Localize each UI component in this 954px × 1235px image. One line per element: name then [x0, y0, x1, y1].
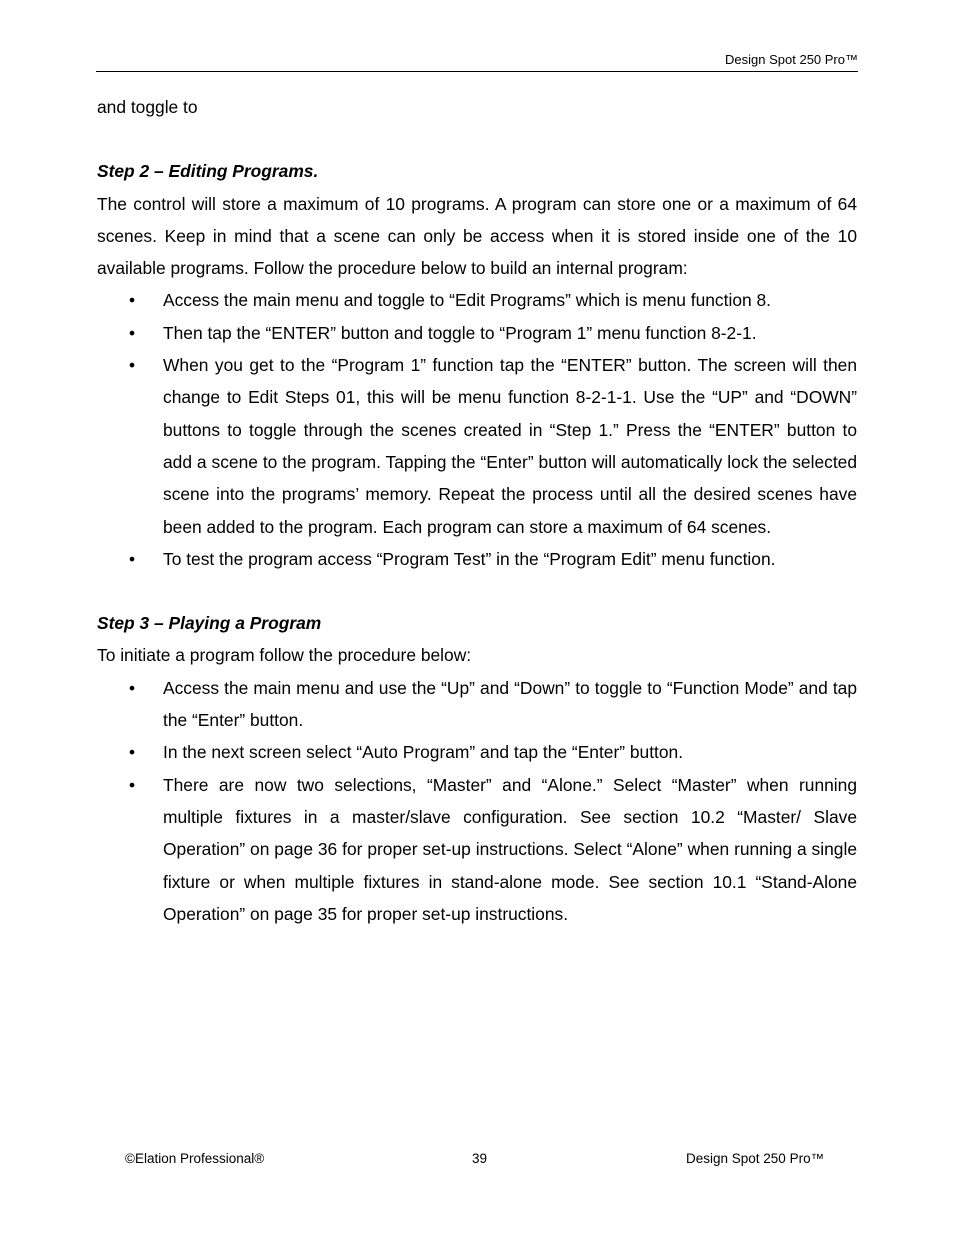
running-header: Design Spot 250 Pro™: [725, 52, 858, 67]
list-item: [97, 284, 857, 316]
footer-page-number: 39: [472, 1151, 488, 1166]
bullet-icon: •: [129, 322, 136, 343]
page-content: [97, 91, 857, 930]
bullet-icon: •: [129, 774, 136, 795]
list-item-text: Then tap the “ENTER” button and toggle to “Program 1” menu function 8-2-1.: [163, 322, 757, 343]
section-spacer: [97, 575, 857, 607]
step2-heading: Step 2 – Editing Programs.: [97, 161, 319, 182]
bullet-icon: •: [129, 677, 136, 698]
step3-paragraph: To initiate a program follow the procedure below:: [97, 645, 472, 666]
step3-bullet-list: [97, 672, 857, 930]
list-item-text: To test the program access “Program Test” in the “Program Edit” menu function.: [163, 548, 776, 569]
bullet-icon: •: [129, 290, 136, 311]
bullet-icon: •: [129, 742, 136, 763]
list-item-text: Access the main menu and use the “Up” and “Down” to toggle to “Function Mode” and tap the “Enter” button.: [163, 677, 857, 731]
step2-paragraph: The control will store a maximum of 10 programs. A program can store one or a maximum of 64 scenes. Keep in mind that a scene can only be access when it is stored inside one of the 10 available programs. Follow the procedure below to build an internal program:: [97, 193, 857, 279]
list-item: [97, 736, 857, 768]
list-item: [97, 349, 857, 543]
list-item-text: Access the main menu and toggle to “Edit Programs” which is menu function 8.: [163, 290, 772, 311]
list-item: [97, 543, 857, 575]
step2-bullet-list: [97, 284, 857, 575]
list-item-text: There are now two selections, “Master” and “Alone.” Select “Master” when running multiple fixtures in a master/slave configuration. See section 10.2 “Master/ Slave Operation” on page 36 for proper set-up instructions. Select “Alone” when running a single fixture or when multiple fixtures in stand-alone mode. See section 10.1 “Stand-Alone Operation” on page 35 for proper set-up instructions.: [163, 774, 857, 924]
list-item-text: When you get to the “Program 1” function tap the “ENTER” button. The screen will then change to Edit Steps 01, this will be menu function 8-2-1-1. Use the “UP” and “DOWN” buttons to toggle through the scenes created in “Step 1.” Press the “ENTER” button to add a scene to the program. Tapping the “Enter” button will automatically lock the selected scene into the programs’ memory. Repeat the process until all the desired scenes have been added to the program. Each program can store a maximum of 64 scenes.: [163, 355, 857, 537]
list-item: [97, 672, 857, 737]
list-item: [97, 769, 857, 930]
footer-copyright: ©Elation Professional®: [125, 1151, 265, 1166]
header-rule: [96, 71, 858, 72]
step3-heading: Step 3 – Playing a Program: [97, 613, 322, 634]
bullet-icon: •: [129, 548, 136, 569]
list-item-text: In the next screen select “Auto Program” and tap the “Enter” button.: [163, 742, 684, 763]
list-item: [97, 317, 857, 349]
intro-text: and toggle to: [97, 97, 198, 117]
footer-product-name: Design Spot 250 Pro™: [686, 1151, 825, 1166]
bullet-icon: •: [129, 355, 136, 376]
